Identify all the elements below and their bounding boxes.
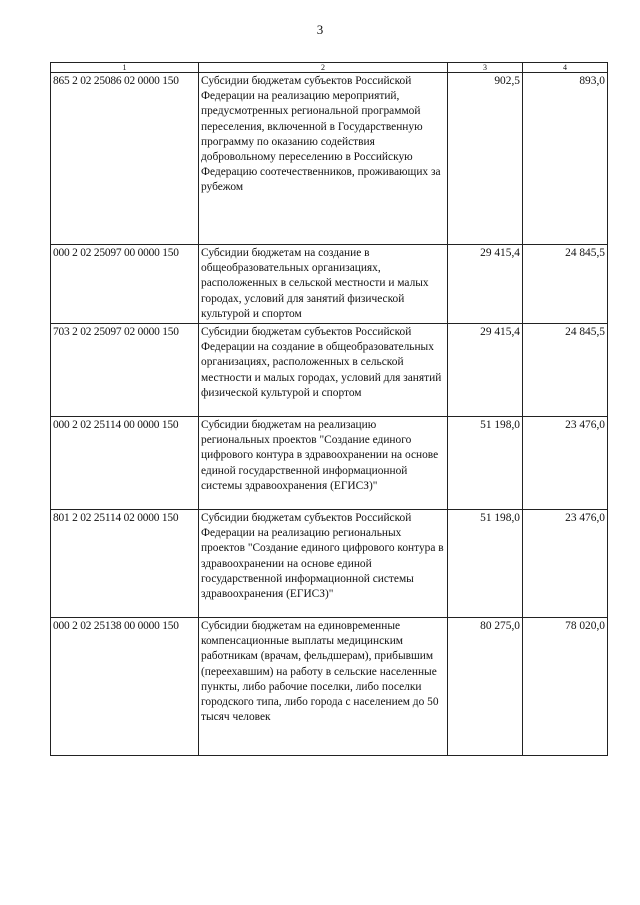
budget-code: 703 2 02 25097 02 0000 150 [51,324,199,417]
budget-code: 801 2 02 25114 02 0000 150 [51,510,199,618]
budget-item-name: Субсидии бюджетам субъектов Российской Федерации на реализацию мероприятий, предусмотренных региональной программой переселения, включенной в Государственную программу по оказанию содействия добровольному переселению в Российскую Федерацию соотечественников, проживающих за рубежом [199,73,448,245]
col3-value: 80 275,0 [448,618,523,756]
table-row [51,73,608,245]
page-number: 3 [316,22,324,37]
budget-item-name: Субсидии бюджетам на единовременные компенсационные выплаты медицинским работникам (врачам, фельдшерам), прибывшим (переехавшим) на работу в сельские населенные пункты, либо рабочие поселки, либо поселки городского типа, либо города с населением до 50 тысяч человек [199,618,448,756]
col3-value: 51 198,0 [448,510,523,618]
table-row [51,417,608,510]
col4-value: 24 845,5 [523,245,608,324]
table-row [51,324,608,417]
col4-value: 23 476,0 [523,417,608,510]
budget-code: 000 2 02 25097 00 0000 150 [51,245,199,324]
col3-value: 902,5 [448,73,523,245]
budget-item-name: Субсидии бюджетам субъектов Российской Федерации на реализацию региональных проектов "Создание единого цифрового контура в здравоохранении на основе единой государственной информационной системы здравоохранения (ЕГИСЗ)" [199,510,448,618]
budget-table [50,62,608,756]
header-col-2: 2 [199,63,448,73]
header-col-1: 1 [51,63,199,73]
table-row [51,245,608,324]
col3-value: 51 198,0 [448,417,523,510]
budget-item-name: Субсидии бюджетам на создание в общеобразовательных организациях, расположенных в сельской местности и малых городах, условий для занятий физической культурой и спортом [199,245,448,324]
col3-value: 29 415,4 [448,324,523,417]
header-col-3: 3 [448,63,523,73]
col3-value: 29 415,4 [448,245,523,324]
budget-code: 000 2 02 25114 00 0000 150 [51,417,199,510]
header-row [51,63,608,73]
budget-code: 865 2 02 25086 02 0000 150 [51,73,199,245]
table-row [51,510,608,618]
budget-code: 000 2 02 25138 00 0000 150 [51,618,199,756]
table-row [51,618,608,756]
header-col-4: 4 [523,63,608,73]
budget-item-name: Субсидии бюджетам субъектов Российской Федерации на создание в общеобразовательных организациях, расположенных в сельской местности и малых городах, условий для занятий физической культурой и спортом [199,324,448,417]
col4-value: 893,0 [523,73,608,245]
col4-value: 78 020,0 [523,618,608,756]
col4-value: 23 476,0 [523,510,608,618]
budget-item-name: Субсидии бюджетам на реализацию региональных проектов "Создание единого цифрового контура в здравоохранении на основе единой государственной информационной системы здравоохранения (ЕГИСЗ)" [199,417,448,510]
col4-value: 24 845,5 [523,324,608,417]
